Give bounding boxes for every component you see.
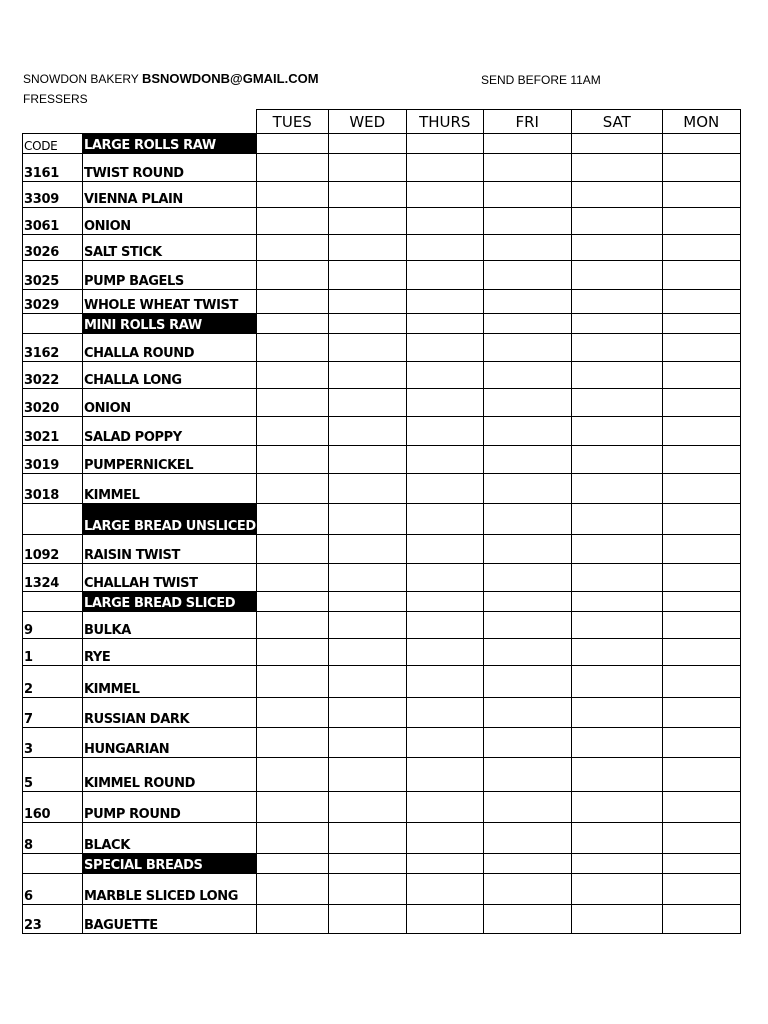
order-cell-thurs[interactable] [406,154,483,182]
product-row [23,261,741,290]
product-name: KIMMEL [83,474,257,504]
order-cell-tues[interactable] [256,314,328,334]
order-cell-thurs[interactable] [406,182,483,208]
day-header-mon: MON [662,110,740,134]
order-cell-wed[interactable] [328,792,406,823]
product-row [23,235,741,261]
product-name: RAISIN TWIST [83,535,257,564]
order-cell-sat[interactable] [571,446,662,474]
order-cell-thurs[interactable] [406,564,483,592]
order-cell-fri[interactable] [483,182,571,208]
order-cell-wed[interactable] [328,823,406,854]
order-cell-mon[interactable] [662,446,740,474]
order-cell-mon[interactable] [662,134,740,154]
product-code: 3029 [23,290,83,314]
order-cell-tues[interactable] [256,592,328,612]
order-cell-tues[interactable] [256,334,328,362]
order-cell-wed[interactable] [328,612,406,639]
order-cell-wed[interactable] [328,874,406,905]
order-cell-wed[interactable] [328,698,406,728]
order-cell-tues[interactable] [256,854,328,874]
order-cell-thurs[interactable] [406,612,483,639]
order-cell-mon[interactable] [662,874,740,905]
order-cell-fri[interactable] [483,134,571,154]
product-code: 8 [23,823,83,854]
order-cell-thurs[interactable] [406,792,483,823]
section-title: LARGE ROLLS RAW [83,134,257,154]
order-cell-sat[interactable] [571,535,662,564]
order-cell-fri[interactable] [483,154,571,182]
order-cell-sat[interactable] [571,182,662,208]
order-cell-mon[interactable] [662,235,740,261]
order-cell-sat[interactable] [571,235,662,261]
product-row [23,474,741,504]
product-row [23,612,741,639]
order-cell-sat[interactable] [571,823,662,854]
product-row [23,535,741,564]
order-cell-wed[interactable] [328,235,406,261]
product-row [23,874,741,905]
order-cell-thurs[interactable] [406,334,483,362]
order-cell-sat[interactable] [571,874,662,905]
product-code: 3026 [23,235,83,261]
product-name: RUSSIAN DARK [83,698,257,728]
order-cell-tues[interactable] [256,235,328,261]
order-cell-wed[interactable] [328,905,406,934]
order-cell-tues[interactable] [256,389,328,417]
order-cell-fri[interactable] [483,362,571,389]
order-cell-tues[interactable] [256,564,328,592]
order-cell-mon[interactable] [662,261,740,290]
order-cell-tues[interactable] [256,417,328,446]
product-code: 9 [23,612,83,639]
order-cell-wed[interactable] [328,728,406,758]
order-cell-tues[interactable] [256,728,328,758]
order-cell-mon[interactable] [662,334,740,362]
order-cell-wed[interactable] [328,290,406,314]
order-cell-wed[interactable] [328,592,406,612]
order-cell-tues[interactable] [256,208,328,235]
product-row [23,417,741,446]
order-cell-thurs[interactable] [406,758,483,792]
order-cell-thurs[interactable] [406,417,483,446]
order-cell-mon[interactable] [662,208,740,235]
order-cell-wed[interactable] [328,334,406,362]
product-name: ONION [83,389,257,417]
product-code: 3020 [23,389,83,417]
day-header-row [23,110,741,134]
order-cell-thurs[interactable] [406,639,483,666]
order-cell-mon[interactable] [662,639,740,666]
order-cell-wed[interactable] [328,639,406,666]
order-cell-fri[interactable] [483,208,571,235]
order-cell-fri[interactable] [483,290,571,314]
order-cell-tues[interactable] [256,698,328,728]
order-cell-fri[interactable] [483,666,571,698]
order-cell-fri[interactable] [483,389,571,417]
order-cell-thurs[interactable] [406,314,483,334]
section-title: SPECIAL BREADS [83,854,257,874]
order-cell-fri[interactable] [483,314,571,334]
order-cell-sat[interactable] [571,417,662,446]
order-cell-thurs[interactable] [406,504,483,535]
order-cell-fri[interactable] [483,564,571,592]
product-code: 3162 [23,334,83,362]
product-code: 1324 [23,564,83,592]
order-cell-sat[interactable] [571,474,662,504]
order-cell-wed[interactable] [328,182,406,208]
order-cell-fri[interactable] [483,504,571,535]
section-row [23,854,741,874]
section-title: LARGE BREAD SLICED [83,592,257,612]
product-name: BULKA [83,612,257,639]
order-table [22,109,741,934]
order-cell-tues[interactable] [256,362,328,389]
product-row [23,154,741,182]
order-cell-sat[interactable] [571,362,662,389]
order-cell-thurs[interactable] [406,474,483,504]
product-code: 3161 [23,154,83,182]
order-cell-thurs[interactable] [406,362,483,389]
product-row [23,792,741,823]
product-row [23,728,741,758]
order-cell-wed[interactable] [328,362,406,389]
order-cell-tues[interactable] [256,182,328,208]
order-cell-mon[interactable] [662,417,740,446]
product-code: 3025 [23,261,83,290]
product-row [23,564,741,592]
order-cell-tues[interactable] [256,792,328,823]
order-cell-fri[interactable] [483,823,571,854]
order-cell-mon[interactable] [662,504,740,535]
order-cell-mon[interactable] [662,564,740,592]
section-code-cell [23,592,83,612]
order-cell-fri[interactable] [483,792,571,823]
product-code: 3018 [23,474,83,504]
order-cell-fri[interactable] [483,639,571,666]
product-code: 1 [23,639,83,666]
order-cell-wed[interactable] [328,758,406,792]
product-name: PUMPERNICKEL [83,446,257,474]
order-cell-sat[interactable] [571,504,662,535]
product-name: SALAD POPPY [83,417,257,446]
order-cell-mon[interactable] [662,905,740,934]
order-cell-fri[interactable] [483,235,571,261]
product-code: 3019 [23,446,83,474]
order-cell-wed[interactable] [328,389,406,417]
order-cell-sat[interactable] [571,290,662,314]
order-cell-wed[interactable] [328,854,406,874]
order-cell-mon[interactable] [662,854,740,874]
order-cell-mon[interactable] [662,182,740,208]
order-cell-sat[interactable] [571,792,662,823]
product-row [23,334,741,362]
order-cell-tues[interactable] [256,474,328,504]
order-cell-thurs[interactable] [406,389,483,417]
order-cell-sat[interactable] [571,666,662,698]
section-row [23,504,741,535]
product-name: SALT STICK [83,235,257,261]
product-row [23,758,741,792]
product-code: 3022 [23,362,83,389]
order-cell-sat[interactable] [571,208,662,235]
product-row [23,208,741,235]
product-name: CHALLA ROUND [83,334,257,362]
order-cell-mon[interactable] [662,290,740,314]
day-header-tues: TUES [256,110,328,134]
order-cell-thurs[interactable] [406,208,483,235]
order-cell-sat[interactable] [571,854,662,874]
order-cell-mon[interactable] [662,698,740,728]
order-cell-thurs[interactable] [406,592,483,612]
order-cell-sat[interactable] [571,389,662,417]
product-name: BLACK [83,823,257,854]
order-cell-mon[interactable] [662,823,740,854]
order-cell-mon[interactable] [662,666,740,698]
order-cell-fri[interactable] [483,334,571,362]
section-code-cell [23,314,83,334]
order-cell-mon[interactable] [662,592,740,612]
order-cell-tues[interactable] [256,666,328,698]
product-name: KIMMEL [83,666,257,698]
bakery-name: SNOWDON BAKERY [23,72,139,86]
product-code: 3309 [23,182,83,208]
order-cell-tues[interactable] [256,535,328,564]
product-code: 1092 [23,535,83,564]
order-cell-wed[interactable] [328,134,406,154]
section-row [23,592,741,612]
product-code: 3021 [23,417,83,446]
order-cell-mon[interactable] [662,362,740,389]
order-cell-mon[interactable] [662,474,740,504]
section-row [23,134,741,154]
product-name: HUNGARIAN [83,728,257,758]
order-cell-fri[interactable] [483,758,571,792]
order-cell-mon[interactable] [662,154,740,182]
order-cell-fri[interactable] [483,874,571,905]
order-cell-fri[interactable] [483,612,571,639]
order-cell-thurs[interactable] [406,261,483,290]
order-cell-sat[interactable] [571,134,662,154]
product-code: 23 [23,905,83,934]
order-cell-wed[interactable] [328,564,406,592]
order-cell-fri[interactable] [483,854,571,874]
order-cell-mon[interactable] [662,389,740,417]
product-row [23,639,741,666]
order-cell-fri[interactable] [483,261,571,290]
product-name: WHOLE WHEAT TWIST [83,290,257,314]
order-cell-sat[interactable] [571,564,662,592]
order-cell-sat[interactable] [571,154,662,182]
product-name: PUMP ROUND [83,792,257,823]
order-cell-wed[interactable] [328,666,406,698]
code-header: CODE [23,134,83,154]
order-cell-wed[interactable] [328,417,406,446]
order-cell-mon[interactable] [662,792,740,823]
order-cell-tues[interactable] [256,612,328,639]
order-cell-wed[interactable] [328,261,406,290]
day-header-sat: SAT [571,110,662,134]
product-name: BAGUETTE [83,905,257,934]
order-cell-sat[interactable] [571,261,662,290]
product-name: VIENNA PLAIN [83,182,257,208]
order-cell-sat[interactable] [571,639,662,666]
product-row [23,905,741,934]
bakery-email[interactable]: BSNOWDONB@GMAIL.COM [141,71,319,86]
order-cell-sat[interactable] [571,334,662,362]
product-name: RYE [83,639,257,666]
bakery-header [23,71,319,86]
order-cell-tues[interactable] [256,874,328,905]
order-cell-fri[interactable] [483,592,571,612]
order-cell-wed[interactable] [328,314,406,334]
order-cell-tues[interactable] [256,823,328,854]
order-cell-thurs[interactable] [406,874,483,905]
order-cell-tues[interactable] [256,905,328,934]
section-code-cell [23,504,83,535]
order-cell-sat[interactable] [571,905,662,934]
order-cell-tues[interactable] [256,134,328,154]
order-cell-thurs[interactable] [406,535,483,564]
order-cell-wed[interactable] [328,446,406,474]
order-cell-thurs[interactable] [406,290,483,314]
order-cell-sat[interactable] [571,758,662,792]
order-cell-mon[interactable] [662,758,740,792]
order-cell-fri[interactable] [483,474,571,504]
day-header-fri: FRI [483,110,571,134]
order-cell-fri[interactable] [483,535,571,564]
order-cell-mon[interactable] [662,728,740,758]
product-name: PUMP BAGELS [83,261,257,290]
order-cell-mon[interactable] [662,314,740,334]
order-cell-fri[interactable] [483,905,571,934]
product-row [23,823,741,854]
product-code: 5 [23,758,83,792]
deadline-note: SEND BEFORE 11AM [481,73,601,87]
order-cell-thurs[interactable] [406,134,483,154]
blank-header-cell [23,110,257,134]
day-header-thurs: THURS [406,110,483,134]
product-name: ONION [83,208,257,235]
section-code-cell [23,854,83,874]
order-cell-fri[interactable] [483,698,571,728]
order-cell-sat[interactable] [571,314,662,334]
order-cell-sat[interactable] [571,592,662,612]
product-code: 3 [23,728,83,758]
order-cell-wed[interactable] [328,504,406,535]
order-cell-wed[interactable] [328,154,406,182]
product-row [23,698,741,728]
order-cell-thurs[interactable] [406,823,483,854]
order-cell-thurs[interactable] [406,854,483,874]
section-title: LARGE BREAD UNSLICED [83,504,257,535]
order-cell-tues[interactable] [256,261,328,290]
product-row [23,290,741,314]
product-row [23,666,741,698]
product-code: 2 [23,666,83,698]
product-row [23,362,741,389]
order-cell-sat[interactable] [571,698,662,728]
order-cell-tues[interactable] [256,446,328,474]
order-cell-wed[interactable] [328,208,406,235]
order-cell-tues[interactable] [256,758,328,792]
order-cell-thurs[interactable] [406,905,483,934]
order-cell-fri[interactable] [483,446,571,474]
order-cell-sat[interactable] [571,728,662,758]
product-row [23,446,741,474]
product-name: MARBLE SLICED LONG [83,874,257,905]
product-code: 160 [23,792,83,823]
product-name: KIMMEL ROUND [83,758,257,792]
order-cell-tues[interactable] [256,504,328,535]
order-cell-mon[interactable] [662,612,740,639]
order-cell-mon[interactable] [662,535,740,564]
order-cell-sat[interactable] [571,612,662,639]
order-cell-thurs[interactable] [406,728,483,758]
order-cell-tues[interactable] [256,154,328,182]
section-title: MINI ROLLS RAW [83,314,257,334]
order-cell-thurs[interactable] [406,446,483,474]
customer-name: FRESSERS [23,92,88,106]
product-row [23,389,741,417]
product-code: 7 [23,698,83,728]
product-name: TWIST ROUND [83,154,257,182]
product-code: 3061 [23,208,83,235]
product-name: CHALLAH TWIST [83,564,257,592]
day-header-wed: WED [328,110,406,134]
order-cell-wed[interactable] [328,535,406,564]
order-cell-thurs[interactable] [406,698,483,728]
order-cell-tues[interactable] [256,290,328,314]
order-cell-thurs[interactable] [406,235,483,261]
order-cell-wed[interactable] [328,474,406,504]
order-cell-tues[interactable] [256,639,328,666]
order-cell-fri[interactable] [483,417,571,446]
order-cell-fri[interactable] [483,728,571,758]
order-cell-thurs[interactable] [406,666,483,698]
product-code: 6 [23,874,83,905]
product-name: CHALLA LONG [83,362,257,389]
product-row [23,182,741,208]
section-row [23,314,741,334]
